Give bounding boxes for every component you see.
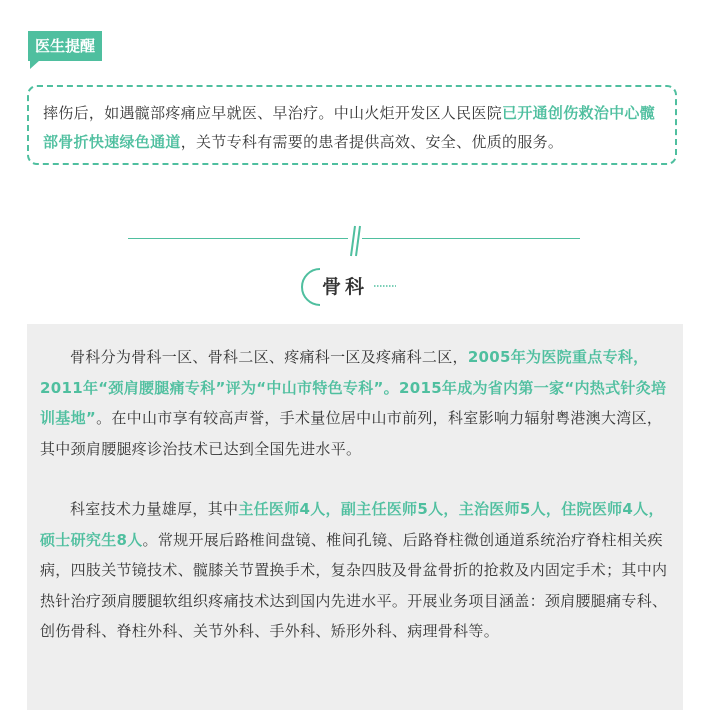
staff-paragraph xyxy=(40,494,669,647)
notice-text-end: ，关节专科有需要的患者提供高效、安全、优质的服务。 xyxy=(180,133,564,151)
doctor-reminder-tag xyxy=(28,31,102,61)
divider-slash-icon xyxy=(344,224,366,258)
tag-tail-decoration xyxy=(30,60,40,69)
orthopedics-info-panel xyxy=(27,324,683,710)
divider-line-right xyxy=(362,238,580,239)
intro-paragraph xyxy=(40,342,669,464)
doctor-reminder-label: 医生提醒 xyxy=(34,37,95,55)
section-title-dots-icon xyxy=(374,285,396,287)
notice-text-start: 摔伤后，如遇髋部疼痛应早就医、早治疗。中山火炬开发区人民医院 xyxy=(43,104,503,122)
staff-text-start: 科室技术力量雄厚，其中 xyxy=(70,500,239,518)
intro-text-end: 。在中山市享有较高声誉，手术量位居中山市前列，科室影响力辐射粤港澳大湾区，其中颈肩腰腿疼诊治技术已达到全国先进水平。 xyxy=(40,409,663,458)
notice-highlight: 已开通创伤救治中心髋部骨折快速绿色通道 xyxy=(43,104,656,151)
reminder-notice-box xyxy=(27,85,677,165)
section-title: 骨科 xyxy=(322,276,369,298)
staff-text-end: 。常规开展后路椎间盘镜、椎间孔镜、后路脊柱微创通道系统治疗脊柱相关疾病，四肢关节镜技术、髋膝关节置换手术，复杂四肢及骨盆骨折的抢救及内固定手术；其中内热针治疗颈肩腰腿软组织疼痛技术达到国内先进水平。开展业务项目涵盖：颈肩腰腿痛专科、创伤骨科、脊柱外科、关节外科、手外科、矫形外科、病理骨科等。 xyxy=(40,530,668,640)
intro-highlight: 2005年为医院重点专科，2011年“颈肩腰腿痛专科”评为“中山市特色专科”。2015年成为省内第一家“内热式针灸培训基地” xyxy=(40,348,667,427)
divider-line-left xyxy=(128,238,348,239)
staff-highlight: 主任医师4人，副主任医师5人，主治医师5人，住院医师4人，硕士研究生8人 xyxy=(40,500,664,549)
intro-text-start: 骨科分为骨科一区、骨科二区、疼痛科一区及疼痛科二区， xyxy=(70,348,468,366)
